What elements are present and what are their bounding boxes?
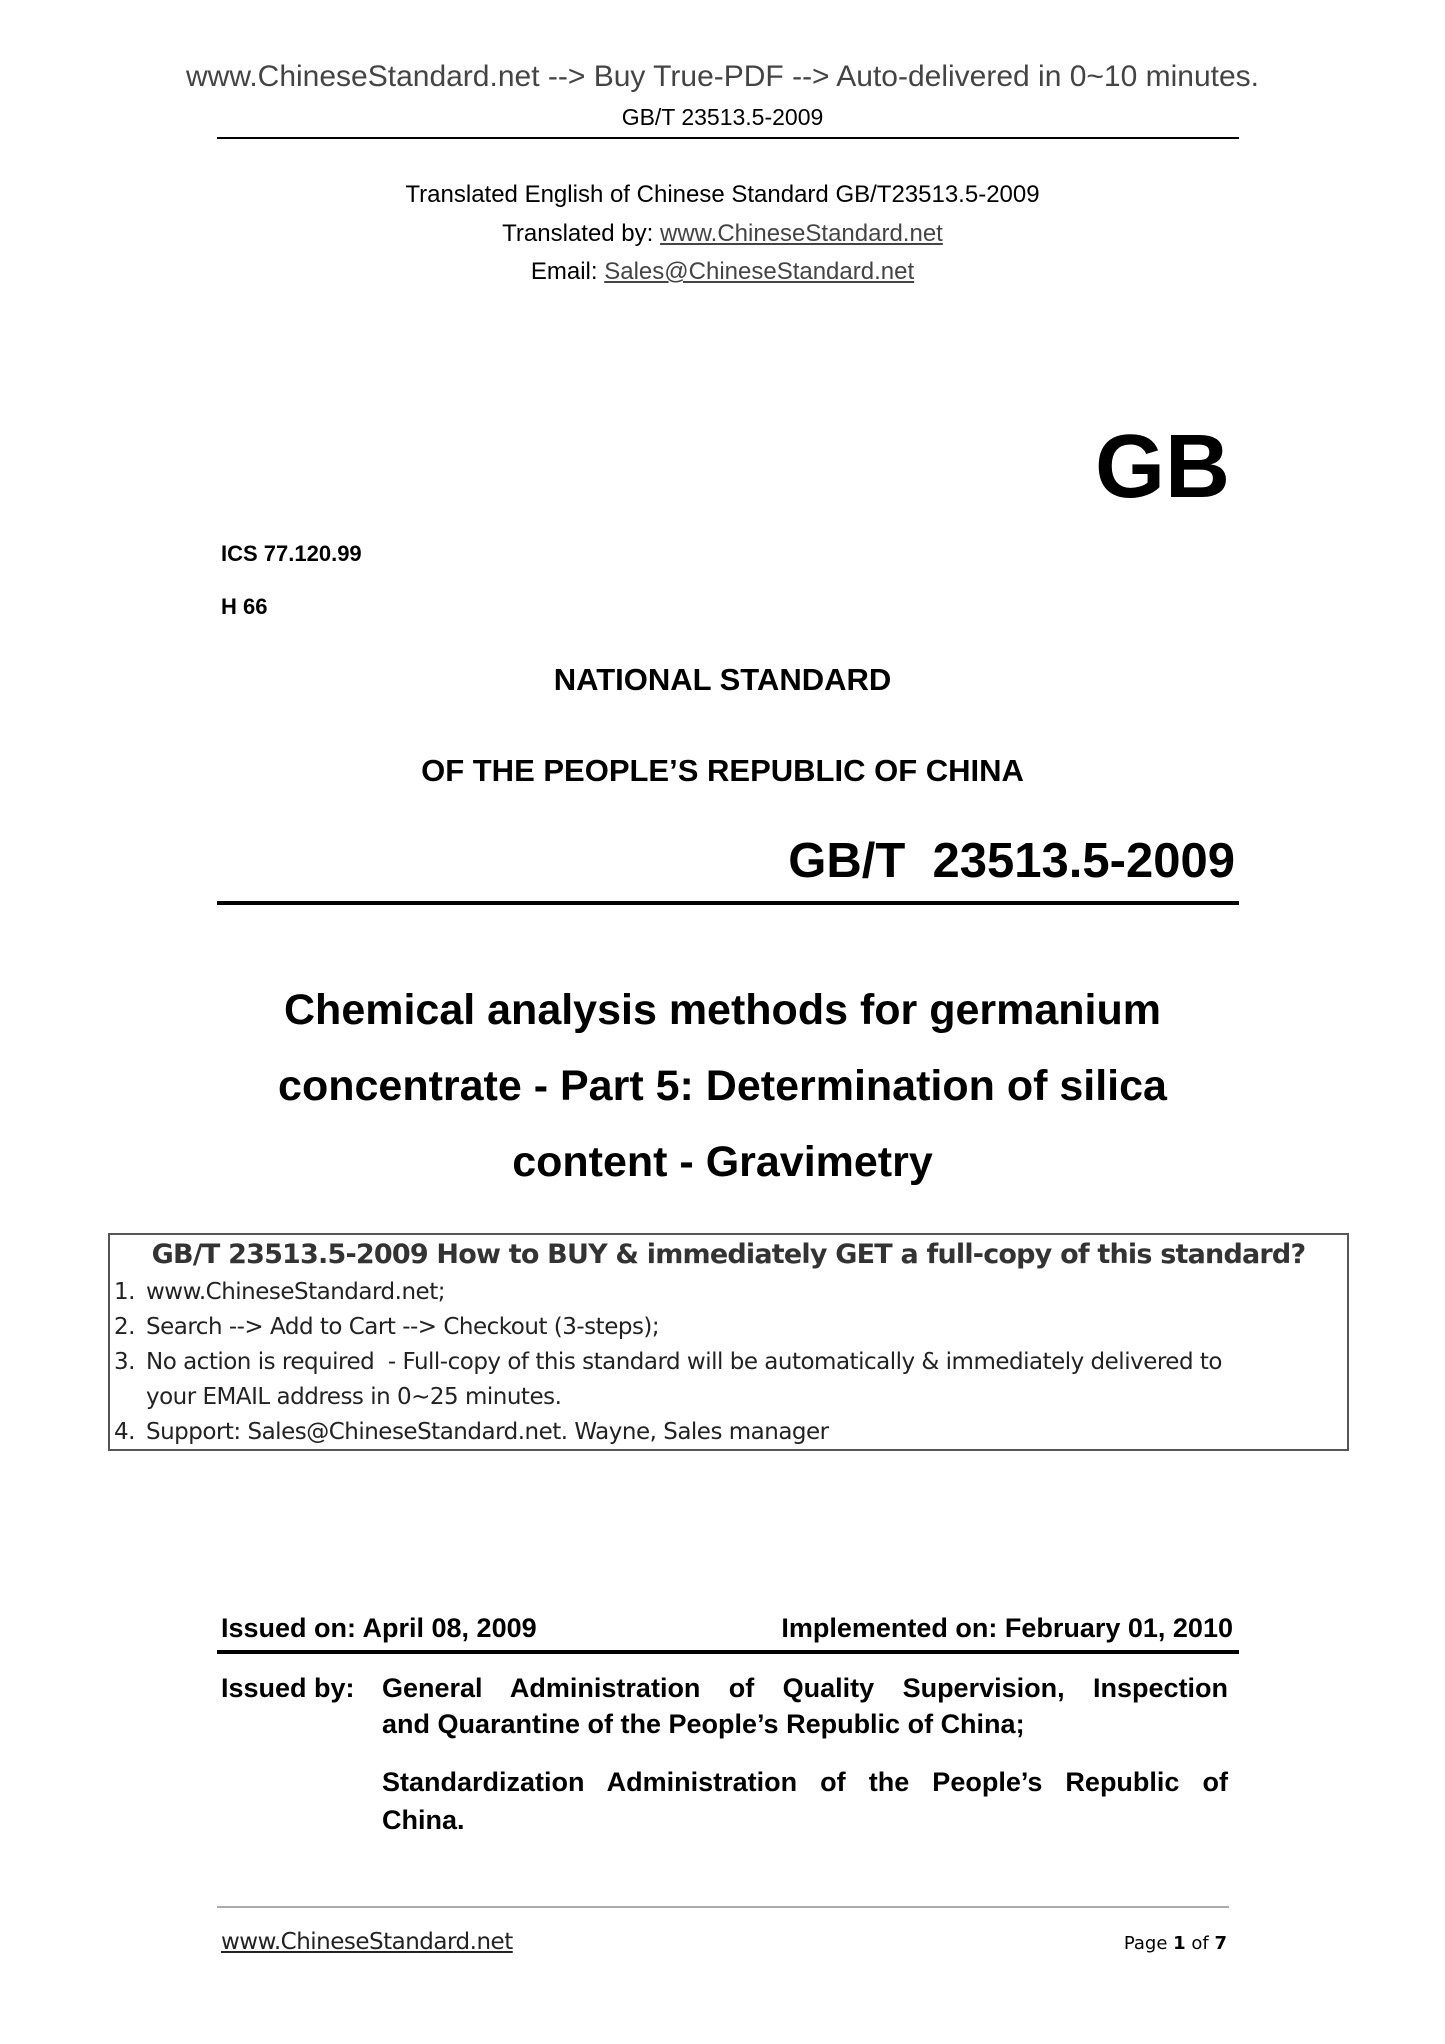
issued-by-label: Issued by: xyxy=(221,1673,355,1703)
footer-rule xyxy=(217,1906,1229,1908)
email-label: Email: xyxy=(530,258,605,285)
issuer-2-line-1: Standardization Administration of the People’s Republic of xyxy=(382,1767,1228,1797)
buy-step-2 xyxy=(114,1314,659,1340)
email-link[interactable]: Sales@ChineseStandard.net xyxy=(604,258,915,285)
issuer-1-line-1: General Administration of Quality Supervision, Inspection xyxy=(382,1673,1228,1703)
ics-code: ICS 77.120.99 xyxy=(221,541,362,566)
buy-box-title: GB/T 23513.5-2009 How to BUY & immediately GET a full-copy of this standard? xyxy=(151,1239,1306,1270)
buy-step-1 xyxy=(114,1279,445,1305)
buy-step-3-cont xyxy=(114,1384,561,1410)
step-number: 2. xyxy=(114,1314,135,1340)
code-rule xyxy=(217,901,1239,905)
h-code: H 66 xyxy=(221,594,268,619)
header-doc-code: GB/T 23513.5-2009 xyxy=(621,104,824,130)
standard-code: GB/T 23513.5-2009 xyxy=(788,834,1235,888)
buy-step-3 xyxy=(114,1349,1222,1375)
dates-rule xyxy=(217,1650,1239,1654)
step-text: your EMAIL address in 0~25 minutes. xyxy=(146,1384,562,1410)
total-pages: 7 xyxy=(1214,1933,1227,1954)
national-standard-country: OF THE PEOPLE’S REPUBLIC OF CHINA xyxy=(421,753,1024,788)
doc-title-line-3: content - Gravimetry xyxy=(512,1138,933,1186)
translation-line: Translated English of Chinese Standard GB/T23513.5-2009 xyxy=(405,181,1040,208)
step-number: 4. xyxy=(114,1419,135,1445)
implemented-on: Implemented on: February 01, 2010 xyxy=(781,1613,1233,1643)
doc-title-line-1: Chemical analysis methods for germanium xyxy=(284,986,1161,1034)
step-text: No action is required - Full-copy of this standard will be automatically & immediately delivered to xyxy=(146,1349,1222,1375)
buy-info-box xyxy=(108,1233,1349,1451)
header-banner: www.ChineseStandard.net --> Buy True-PDF --> Auto-delivered in 0~10 minutes. xyxy=(185,60,1260,93)
step-text: Support: Sales@ChineseStandard.net. Wayne, Sales manager xyxy=(146,1419,829,1445)
step-number: 3. xyxy=(114,1349,135,1375)
issued-on: Issued on: April 08, 2009 xyxy=(221,1613,537,1643)
translator-link[interactable]: www.ChineseStandard.net xyxy=(660,220,943,247)
page-label: Page xyxy=(1123,1933,1174,1954)
header-rule xyxy=(217,137,1239,139)
gb-mark: GB xyxy=(1095,417,1230,517)
step-number: 1. xyxy=(114,1279,135,1305)
footer-link[interactable]: www.ChineseStandard.net xyxy=(221,1929,513,1955)
buy-step-4 xyxy=(114,1419,829,1445)
national-standard: NATIONAL STANDARD xyxy=(553,662,892,697)
step-text: www.ChineseStandard.net; xyxy=(146,1279,445,1305)
email-line xyxy=(0,258,1445,286)
current-page: 1 xyxy=(1173,1933,1186,1954)
translated-by-label: Translated by: xyxy=(502,220,660,247)
issuer-1-line-2: and Quarantine of the People’s Republic of China; xyxy=(382,1709,1025,1739)
step-text: Search --> Add to Cart --> Checkout (3-steps); xyxy=(146,1314,660,1340)
translated-by xyxy=(0,220,1445,248)
page-of: of xyxy=(1185,1933,1215,1954)
page-number xyxy=(1124,1933,1227,1954)
issuer-2-line-2: China. xyxy=(382,1805,465,1835)
doc-title-line-2: concentrate - Part 5: Determination of silica xyxy=(278,1062,1167,1110)
